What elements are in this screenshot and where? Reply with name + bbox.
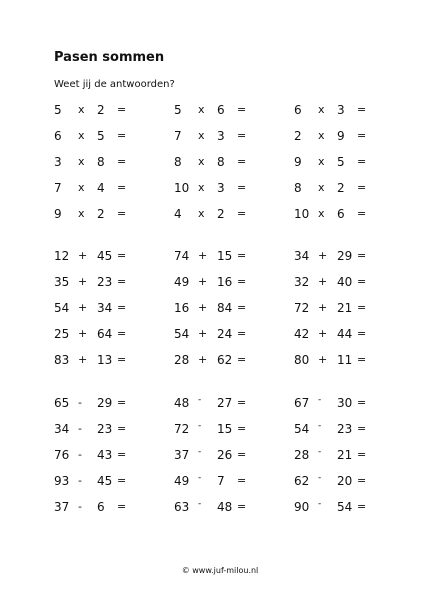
problem-row xyxy=(0,396,440,422)
operand-b: 20 xyxy=(337,474,353,488)
operand-a: 9 xyxy=(294,155,302,169)
operand-a: 3 xyxy=(54,155,62,169)
operator: - xyxy=(198,447,202,457)
equals-sign: = xyxy=(357,207,367,220)
problem-row xyxy=(0,500,440,526)
equals-sign: = xyxy=(237,396,247,409)
equals-sign: = xyxy=(237,181,247,194)
operand-a: 54 xyxy=(294,422,310,436)
addition-section xyxy=(0,249,440,379)
operand-b: 3 xyxy=(217,129,225,143)
operand-a: 90 xyxy=(294,500,310,514)
operator: x xyxy=(198,207,205,220)
footer-credit: © www.juf-milou.nl xyxy=(181,566,259,575)
problem-row xyxy=(0,275,440,301)
operand-a: 76 xyxy=(54,448,70,462)
operator: + xyxy=(318,249,328,262)
operand-b: 15 xyxy=(217,249,233,263)
equals-sign: = xyxy=(237,422,247,435)
operand-b: 64 xyxy=(97,327,113,341)
equals-sign: = xyxy=(117,474,127,487)
operator: - xyxy=(78,500,82,513)
equals-sign: = xyxy=(357,353,367,366)
operand-b: 6 xyxy=(97,500,105,514)
equals-sign: = xyxy=(117,275,127,288)
problem-row xyxy=(0,103,440,129)
equals-sign: = xyxy=(237,353,247,366)
operator: - xyxy=(318,447,322,457)
operator: x xyxy=(198,129,205,142)
operand-a: 9 xyxy=(54,207,62,221)
operand-a: 72 xyxy=(174,422,190,436)
operand-b: 62 xyxy=(217,353,233,367)
operand-b: 2 xyxy=(97,103,105,117)
equals-sign: = xyxy=(117,422,127,435)
problem-row xyxy=(0,129,440,155)
operator: + xyxy=(78,301,88,314)
operator: x xyxy=(318,155,325,168)
problem-row xyxy=(0,353,440,379)
operator: - xyxy=(318,499,322,509)
operand-a: 34 xyxy=(294,249,310,263)
operand-b: 45 xyxy=(97,249,113,263)
operator: - xyxy=(78,448,82,461)
operator: + xyxy=(198,301,208,314)
operand-b: 23 xyxy=(337,422,353,436)
equals-sign: = xyxy=(117,155,127,168)
equals-sign: = xyxy=(237,103,247,116)
operand-b: 40 xyxy=(337,275,353,289)
equals-sign: = xyxy=(357,474,367,487)
equals-sign: = xyxy=(117,327,127,340)
problem-row xyxy=(0,181,440,207)
problem-row xyxy=(0,249,440,275)
operator: x xyxy=(78,181,85,194)
operand-a: 67 xyxy=(294,396,310,410)
operand-b: 23 xyxy=(97,275,113,289)
equals-sign: = xyxy=(357,103,367,116)
operand-b: 3 xyxy=(217,181,225,195)
equals-sign: = xyxy=(357,155,367,168)
page-title: Pasen sommen xyxy=(54,50,165,65)
operand-a: 7 xyxy=(54,181,62,195)
operand-a: 93 xyxy=(54,474,70,488)
operator: - xyxy=(198,421,202,431)
operator: + xyxy=(318,275,328,288)
operator: - xyxy=(318,395,322,405)
problem-row xyxy=(0,155,440,181)
operand-b: 54 xyxy=(337,500,353,514)
operand-a: 34 xyxy=(54,422,70,436)
operator: x xyxy=(198,155,205,168)
equals-sign: = xyxy=(237,207,247,220)
operand-a: 7 xyxy=(174,129,182,143)
operator: x xyxy=(198,181,205,194)
operand-b: 9 xyxy=(337,129,345,143)
operator: x xyxy=(78,207,85,220)
operand-b: 21 xyxy=(337,448,353,462)
operator: + xyxy=(198,327,208,340)
operator: - xyxy=(198,395,202,405)
operator: - xyxy=(198,499,202,509)
equals-sign: = xyxy=(117,396,127,409)
equals-sign: = xyxy=(357,301,367,314)
equals-sign: = xyxy=(237,327,247,340)
operand-a: 5 xyxy=(174,103,182,117)
operand-b: 48 xyxy=(217,500,233,514)
operand-b: 30 xyxy=(337,396,353,410)
equals-sign: = xyxy=(117,207,127,220)
operand-b: 2 xyxy=(337,181,345,195)
operator: x xyxy=(318,129,325,142)
operator: - xyxy=(318,421,322,431)
operand-a: 28 xyxy=(294,448,310,462)
operand-b: 84 xyxy=(217,301,233,315)
operand-a: 16 xyxy=(174,301,190,315)
operand-b: 29 xyxy=(97,396,113,410)
equals-sign: = xyxy=(117,500,127,513)
equals-sign: = xyxy=(357,500,367,513)
operand-b: 34 xyxy=(97,301,113,315)
equals-sign: = xyxy=(237,474,247,487)
operand-a: 32 xyxy=(294,275,310,289)
operand-a: 25 xyxy=(54,327,70,341)
equals-sign: = xyxy=(357,181,367,194)
operand-b: 7 xyxy=(217,474,225,488)
operand-b: 43 xyxy=(97,448,113,462)
operand-b: 29 xyxy=(337,249,353,263)
operand-a: 54 xyxy=(174,327,190,341)
operand-a: 49 xyxy=(174,474,190,488)
operand-b: 23 xyxy=(97,422,113,436)
equals-sign: = xyxy=(237,129,247,142)
equals-sign: = xyxy=(357,396,367,409)
problem-row xyxy=(0,422,440,448)
operand-b: 8 xyxy=(217,155,225,169)
equals-sign: = xyxy=(117,129,127,142)
operator: + xyxy=(198,353,208,366)
operand-b: 27 xyxy=(217,396,233,410)
operator: + xyxy=(198,249,208,262)
equals-sign: = xyxy=(357,275,367,288)
operator: + xyxy=(318,353,328,366)
operator: + xyxy=(78,353,88,366)
operand-a: 5 xyxy=(54,103,62,117)
operand-b: 44 xyxy=(337,327,353,341)
operand-a: 4 xyxy=(174,207,182,221)
problem-row xyxy=(0,474,440,500)
operand-a: 65 xyxy=(54,396,70,410)
equals-sign: = xyxy=(357,448,367,461)
problem-row xyxy=(0,207,440,233)
operand-b: 26 xyxy=(217,448,233,462)
operator: + xyxy=(318,327,328,340)
operand-b: 3 xyxy=(337,103,345,117)
operand-b: 2 xyxy=(97,207,105,221)
operand-b: 2 xyxy=(217,207,225,221)
operand-b: 24 xyxy=(217,327,233,341)
operand-a: 10 xyxy=(294,207,310,221)
operand-a: 74 xyxy=(174,249,190,263)
operator: x xyxy=(78,129,85,142)
operand-a: 62 xyxy=(294,474,310,488)
operand-a: 72 xyxy=(294,301,310,315)
operator: x xyxy=(78,103,85,116)
operand-b: 4 xyxy=(97,181,105,195)
operator: + xyxy=(78,249,88,262)
equals-sign: = xyxy=(237,155,247,168)
equals-sign: = xyxy=(117,181,127,194)
operand-b: 21 xyxy=(337,301,353,315)
operand-b: 13 xyxy=(97,353,113,367)
operator: - xyxy=(78,422,82,435)
operator: x xyxy=(198,103,205,116)
operand-a: 8 xyxy=(294,181,302,195)
operand-a: 28 xyxy=(174,353,190,367)
operand-b: 6 xyxy=(217,103,225,117)
equals-sign: = xyxy=(237,448,247,461)
operator: - xyxy=(78,396,82,409)
problem-row xyxy=(0,327,440,353)
operand-a: 42 xyxy=(294,327,310,341)
instruction-text: Weet jij de antwoorden? xyxy=(54,79,175,90)
operand-b: 45 xyxy=(97,474,113,488)
subtraction-section xyxy=(0,396,440,526)
equals-sign: = xyxy=(237,500,247,513)
operator: - xyxy=(318,473,322,483)
equals-sign: = xyxy=(117,353,127,366)
operand-a: 83 xyxy=(54,353,70,367)
operand-a: 49 xyxy=(174,275,190,289)
operator: + xyxy=(78,327,88,340)
operand-a: 37 xyxy=(174,448,190,462)
operand-a: 8 xyxy=(174,155,182,169)
operand-b: 8 xyxy=(97,155,105,169)
equals-sign: = xyxy=(237,249,247,262)
operator: x xyxy=(318,181,325,194)
operand-b: 6 xyxy=(337,207,345,221)
operand-b: 16 xyxy=(217,275,233,289)
operand-a: 54 xyxy=(54,301,70,315)
problem-row xyxy=(0,448,440,474)
problem-row xyxy=(0,301,440,327)
equals-sign: = xyxy=(357,249,367,262)
operator: + xyxy=(318,301,328,314)
equals-sign: = xyxy=(117,103,127,116)
operand-a: 63 xyxy=(174,500,190,514)
operand-b: 11 xyxy=(337,353,353,367)
operand-b: 5 xyxy=(97,129,105,143)
operand-a: 35 xyxy=(54,275,70,289)
operator: - xyxy=(78,474,82,487)
operand-b: 15 xyxy=(217,422,233,436)
operator: x xyxy=(318,207,325,220)
operator: + xyxy=(198,275,208,288)
multiplication-section xyxy=(0,103,440,233)
equals-sign: = xyxy=(117,448,127,461)
equals-sign: = xyxy=(357,327,367,340)
equals-sign: = xyxy=(237,275,247,288)
operand-b: 5 xyxy=(337,155,345,169)
operator: x xyxy=(78,155,85,168)
operand-a: 48 xyxy=(174,396,190,410)
operand-a: 12 xyxy=(54,249,70,263)
operand-a: 10 xyxy=(174,181,190,195)
equals-sign: = xyxy=(117,301,127,314)
operand-a: 6 xyxy=(294,103,302,117)
equals-sign: = xyxy=(237,301,247,314)
operand-a: 37 xyxy=(54,500,70,514)
operator: - xyxy=(198,473,202,483)
operator: x xyxy=(318,103,325,116)
operand-a: 6 xyxy=(54,129,62,143)
operator: + xyxy=(78,275,88,288)
operand-a: 80 xyxy=(294,353,310,367)
operand-a: 2 xyxy=(294,129,302,143)
equals-sign: = xyxy=(357,422,367,435)
equals-sign: = xyxy=(117,249,127,262)
equals-sign: = xyxy=(357,129,367,142)
